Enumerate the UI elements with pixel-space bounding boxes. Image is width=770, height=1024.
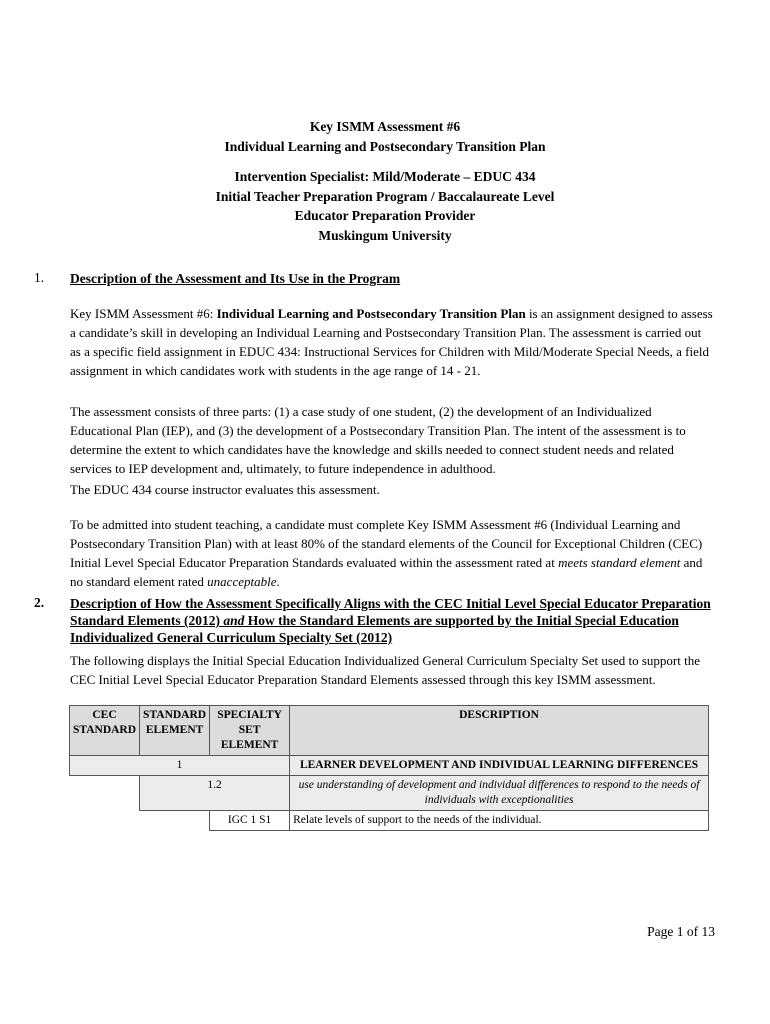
section-2-title	[70, 595, 714, 646]
header-standard-element: STANDARD ELEMENT	[140, 706, 210, 756]
page-number: Page 1 of 13	[647, 924, 715, 939]
specialty-set-element-cell: IGC 1 S1	[210, 811, 290, 831]
table-header-row	[70, 706, 709, 756]
empty-cell	[70, 776, 140, 811]
header-description: DESCRIPTION	[290, 706, 709, 756]
section-1-number: 1.	[34, 270, 45, 285]
header-cec-standard: CEC STANDARD	[70, 706, 140, 756]
title-university: Muskingum University	[318, 227, 452, 243]
section-2-heading	[34, 595, 714, 646]
table-row	[70, 776, 709, 811]
empty-cell	[70, 811, 140, 831]
section-1-paragraph-1	[70, 304, 715, 380]
cec-standard-cell: 1	[70, 756, 290, 776]
p1-lead: Key ISMM Assessment #6:	[70, 306, 217, 321]
p1-body: is an assignment designed to assess a candidate’s skill in developing an Individual Learning and Postsecondary Transition Plan. The assessment is carried out as a specific field assignment in EDUC 434: Instructional Services for Children with Mild/Moderate Special Needs, a field assignment in which candidates work with students in the age range of 14 - 21.	[70, 306, 713, 378]
table-row	[70, 756, 709, 776]
title-program: Intervention Specialist: Mild/Moderate – EDUC 434	[234, 169, 536, 184]
p4-rating-unacceptable: unacceptable	[207, 574, 277, 589]
section-1-paragraph-3: The EDUC 434 course instructor evaluates this assessment.	[70, 482, 380, 497]
empty-cell	[140, 811, 210, 831]
title-provider: Educator Preparation Provider	[294, 208, 476, 223]
table-row	[70, 811, 709, 831]
section-1-heading	[34, 270, 714, 287]
section-2-title-and: and	[223, 613, 245, 628]
p4-rating-meets: meets standard element	[558, 555, 681, 570]
section-2-number: 2.	[34, 595, 45, 610]
title-assessment: Key ISMM Assessment #6	[309, 119, 461, 134]
standard-element-cell: 1.2	[140, 776, 290, 811]
header-specialty-set-element: SPECIALTY SET ELEMENT	[210, 706, 290, 756]
section-2-title-part-1: Description of How the Assessment Specifically Aligns with the CEC Initial Level Special Educator Preparation Standard Elements (2012)	[70, 596, 711, 628]
title-block	[0, 117, 770, 245]
section-1-paragraph-2: The assessment consists of three parts: (1) a case study of one student, (2) the development of an Individualized Educational Plan (IEP), and (3) the development of a Postsecondary Transition Plan. The intent of the assessment is to determine the extent to which candidates have the knowledge and skills needed to connect student needs and related services to IEP development and, ultimately, to future independence in adulthood.	[70, 404, 686, 476]
section-2-title-part-2: How the Standard Elements are supported by the Initial Special Education Individualized General Curriculum Specialty Set (2012)	[70, 613, 679, 645]
element-description: use understanding of development and individual differences to respond to the needs of individuals with exceptionalities	[290, 776, 709, 811]
section-2-paragraph-1: The following displays the Initial Special Education Individualized General Curriculum Specialty Set used to support the CEC Initial Level Special Educator Preparation Standard Elements assessed through this key ISMM assessment.	[70, 653, 700, 687]
standard-description: LEARNER DEVELOPMENT AND INDIVIDUAL LEARNING DIFFERENCES	[290, 756, 709, 776]
title-assignment: Individual Learning and Postsecondary Transition Plan	[224, 138, 546, 154]
p4-lead: To be admitted into student teaching, a candidate must complete Key ISMM Assessment #6 (Individual Learning and Postsecondary Transition Plan) with at least 80% of the standard elements of the Council for Exceptional Children (CEC) Initial Level Special Educator Preparation Standards evaluated within the assessment rated at	[70, 517, 703, 570]
section-1-title: Description of the Assessment and Its Use in the Program	[70, 271, 401, 286]
title-level: Initial Teacher Preparation Program / Baccalaureate Level	[215, 188, 555, 204]
specialty-description: Relate levels of support to the needs of the individual.	[290, 811, 709, 831]
p1-assignment-name: Individual Learning and Postsecondary Transition Plan	[216, 306, 526, 321]
p4-end: .	[276, 574, 280, 589]
section-1-paragraph-4	[70, 515, 715, 591]
p4-mid: and no standard element rated	[70, 555, 703, 589]
alignment-table	[69, 705, 709, 831]
